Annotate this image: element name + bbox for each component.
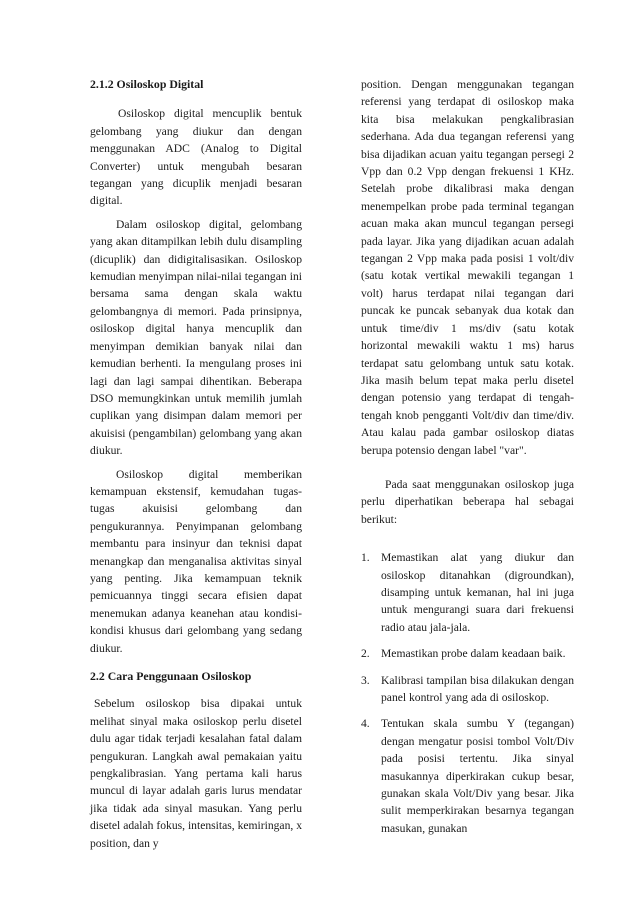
list-item	[361, 672, 574, 707]
paragraph: Osiloskop digital mencuplik bentuk gelombang yang diukur dan dengan menggunakan ADC (Analog to Digital Converter) untuk mengubah besaran tegangan yang dicuplik menjadi besaran digital.	[90, 107, 302, 208]
section-heading-cara-penggunaan: 2.2 Cara Penggunaan Osiloskop	[90, 669, 252, 683]
left-column	[90, 76, 302, 852]
list-item-number: 1.	[361, 551, 370, 565]
list-item-number: 3.	[361, 673, 370, 687]
right-column	[361, 76, 574, 846]
paragraph: Osiloskop digital memberikan kemampuan ekstensif, kemudahan tugas-tugas akuisisi gelombang dan pengukurannya. Penyimpanan gelombang membantu para insinyur dan teknisi dapat menangkap dan menganalisa aktivitas sinyal yang penting. Jika kemampuan teknik pemicuannya tinggi secara efisien dapat menemukan adanya keanehan atau kondisi-kondisi khusus dari gelombang yang sedang diukur.	[90, 467, 302, 655]
numbered-list	[361, 549, 574, 837]
section-heading-osiloskop-digital: 2.1.2 Osiloskop Digital	[90, 77, 204, 91]
list-item	[361, 549, 574, 636]
list-item-number: 2.	[361, 647, 370, 661]
list-item	[361, 715, 574, 837]
paragraph: Sebelum osiloskop bisa dipakai untuk melihat sinyal maka osiloskop perlu disetel dulu agar tidak terjadi kesalahan fatal dalam pengukuran. Langkah awal pemakaian yaitu pengkalibrasian. Yang pertama kali harus muncul di layar adalah garis lurus mendatar jika tidak ada sinyal masukan. Yang perlu disetel adalah fokus, intensitas, kemiringan, x position, dan y	[90, 697, 302, 850]
list-item	[361, 645, 574, 662]
list-item-number: 4.	[361, 717, 370, 731]
paragraph: position. Dengan menggunakan tegangan referensi yang terdapat di osiloskop maka kita bisa melakukan pengkalibrasian sederhana. Ada dua tegangan referensi yang bisa dijadikan acuan yaitu tegangan persegi 2 Vpp dan 0.2 Vpp dengan frekuensi 1 KHz. Setelah probe dikalibrasi maka dengan menempelkan probe pada terminal tegangan acuan maka akan muncul tegangan persegi pada layar. Jika yang dijadikan acuan adalah tegangan 2 Vpp maka pada posisi 1 volt/div (satu kotak vertikal mewakili tegangan 1 volt) harus terdapat nilai tegangan dari puncak ke puncak sebanyak dua kotak dan untuk time/div 1 ms/div (satu kotak horizontal mewakili waktu 1 ms) harus terdapat satu gelombang untuk satu kotak. Jika masih belum tepat maka perlu disetel dengan potensio yang terdapat di tengah-tengah knob pengganti Volt/div dan time/div. Atau kalau pada gambar osiloskop diatas berupa potensio dengan label "var".	[361, 78, 574, 457]
paragraph: Dalam osiloskop digital, gelombang yang akan ditampilkan lebih dulu disampling (dicuplik) dan didigitalisasikan. Osiloskop kemudian menyimpan nilai-nilai tegangan ini bersama sama dengan skala waktu gelombangnya di memori. Pada prinsipnya, osiloskop digital hanya mencuplik dan menyimpan demikian banyak nilai dan kemudian berhenti. Ia mengulang proses ini lagi dan lagi sampai dihentikan. Beberapa DSO memungkinkan untuk memilih jumlah cuplikan yang disimpan dalam memori per akuisisi (pengambilan) gelombang yang akan diukur.	[90, 217, 302, 458]
list-item-text: Memastikan alat yang diukur dan osiloskop ditanahkan (digroundkan), disamping untuk kemanan, hal ini juga untuk mengurangi suara dari frekuensi radio atau jala-jala.	[381, 551, 574, 634]
list-item-text: Kalibrasi tampilan bisa dilakukan dengan panel kontrol yang ada di osiloskop.	[381, 673, 574, 704]
list-item-text: Memastikan probe dalam keadaan baik.	[381, 647, 566, 661]
paragraph: Pada saat menggunakan osiloskop juga perlu diperhatikan beberapa hal sebagai berikut:	[361, 477, 574, 526]
list-item-text: Tentukan skala sumbu Y (tegangan) dengan mengatur posisi tombol Volt/Div pada posisi tertentu. Jika sinyal masukannya diperkirakan cukup besar, gunakan skala Volt/Div yang besar. Jika sulit memperkirakan besarnya tegangan masukan, gunakan	[381, 717, 574, 835]
